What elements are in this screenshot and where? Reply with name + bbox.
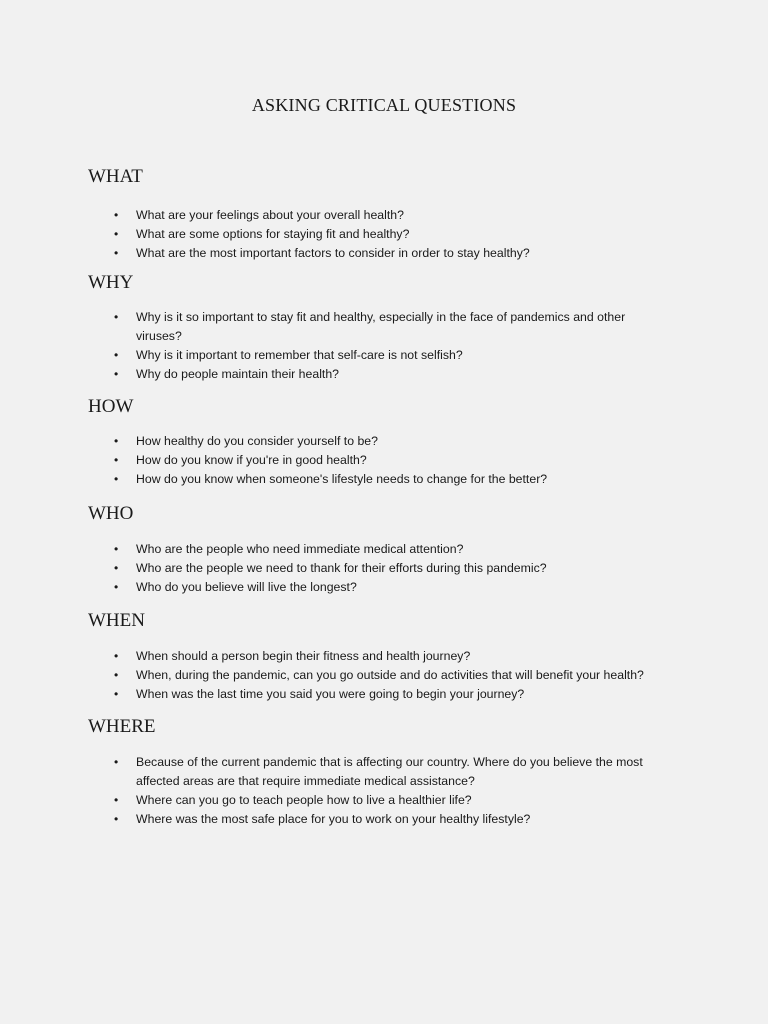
bullet-icon: •: [114, 227, 119, 241]
bullet-icon: •: [114, 580, 119, 594]
bullet-icon: •: [114, 649, 119, 663]
question-text: When was the last time you said you were going to begin your journey?: [136, 687, 525, 701]
bullet-icon: •: [114, 755, 119, 769]
question-text: When should a person begin their fitness and health journey?: [136, 649, 471, 663]
list-item: [114, 685, 674, 704]
list-item: [114, 206, 674, 225]
question-text: Because of the current pandemic that is affecting our country. Where do you believe the most affected areas are that require immediate medical assistance?: [136, 755, 643, 788]
list-item: [114, 244, 674, 263]
bullet-icon: •: [114, 668, 119, 682]
list-item: [114, 346, 674, 365]
list-item: [114, 432, 674, 451]
page-title: ASKING CRITICAL QUESTIONS: [251, 95, 517, 115]
bullet-icon: •: [114, 348, 119, 362]
bullet-icon: •: [114, 812, 119, 826]
question-text: Where can you go to teach people how to live a healthier life?: [136, 793, 472, 807]
question-text: How do you know if you're in good health?: [136, 453, 367, 467]
bullet-icon: •: [114, 687, 119, 701]
bullet-icon: •: [114, 472, 119, 486]
question-text: What are your feelings about your overall health?: [136, 208, 404, 222]
section-heading-who: WHO: [88, 503, 134, 524]
list-item: [114, 647, 674, 666]
section-heading-what: WHAT: [88, 166, 143, 187]
bullet-icon: •: [114, 246, 119, 260]
section-heading-when: WHEN: [88, 610, 145, 631]
section-where: [88, 716, 688, 826]
section-heading-how: HOW: [88, 396, 134, 417]
question-text: When, during the pandemic, can you go outside and do activities that will benefit your health?: [136, 668, 644, 682]
section-heading-where: WHERE: [88, 716, 156, 737]
question-text: How do you know when someone's lifestyle needs to change for the better?: [136, 472, 548, 486]
section-how: [88, 396, 688, 486]
question-text: Why is it so important to stay fit and healthy, especially in the face of pandemics and other viruses?: [136, 310, 626, 343]
section-when: [88, 610, 688, 701]
section-who: [88, 503, 688, 594]
list-item: [114, 365, 674, 384]
bullet-icon: •: [114, 434, 119, 448]
question-text: Where was the most safe place for you to work on your healthy lifestyle?: [136, 812, 531, 826]
list-item: [114, 451, 674, 470]
list-item: [114, 308, 674, 346]
bullet-icon: •: [114, 208, 119, 222]
question-text: How healthy do you consider yourself to be?: [136, 434, 378, 448]
question-list-who: [114, 540, 674, 597]
question-list-why: [114, 308, 674, 384]
list-item: [114, 791, 674, 810]
list-item: [114, 470, 674, 489]
question-text: What are the most important factors to consider in order to stay healthy?: [136, 246, 530, 260]
section-why: [88, 272, 688, 381]
question-text: Who are the people who need immediate medical attention?: [136, 542, 464, 556]
question-text: Who do you believe will live the longest?: [136, 580, 357, 594]
question-text: Why is it important to remember that self-care is not selfish?: [136, 348, 463, 362]
bullet-icon: •: [114, 310, 119, 324]
list-item: [114, 559, 674, 578]
question-list-how: [114, 432, 674, 489]
question-list-where: [114, 753, 674, 829]
section-what: [88, 166, 688, 260]
question-text: Who are the people we need to thank for their efforts during this pandemic?: [136, 561, 547, 575]
section-heading-why: WHY: [88, 272, 134, 293]
question-text: What are some options for staying fit and healthy?: [136, 227, 410, 241]
bullet-icon: •: [114, 542, 119, 556]
list-item: [114, 540, 674, 559]
question-list-when: [114, 647, 674, 704]
list-item: [114, 578, 674, 597]
list-item: [114, 753, 674, 791]
list-item: [114, 666, 674, 685]
list-item: [114, 810, 674, 829]
bullet-icon: •: [114, 793, 119, 807]
bullet-icon: •: [114, 367, 119, 381]
question-list-what: [114, 206, 674, 263]
bullet-icon: •: [114, 453, 119, 467]
bullet-icon: •: [114, 561, 119, 575]
question-text: Why do people maintain their health?: [136, 367, 340, 381]
list-item: [114, 225, 674, 244]
